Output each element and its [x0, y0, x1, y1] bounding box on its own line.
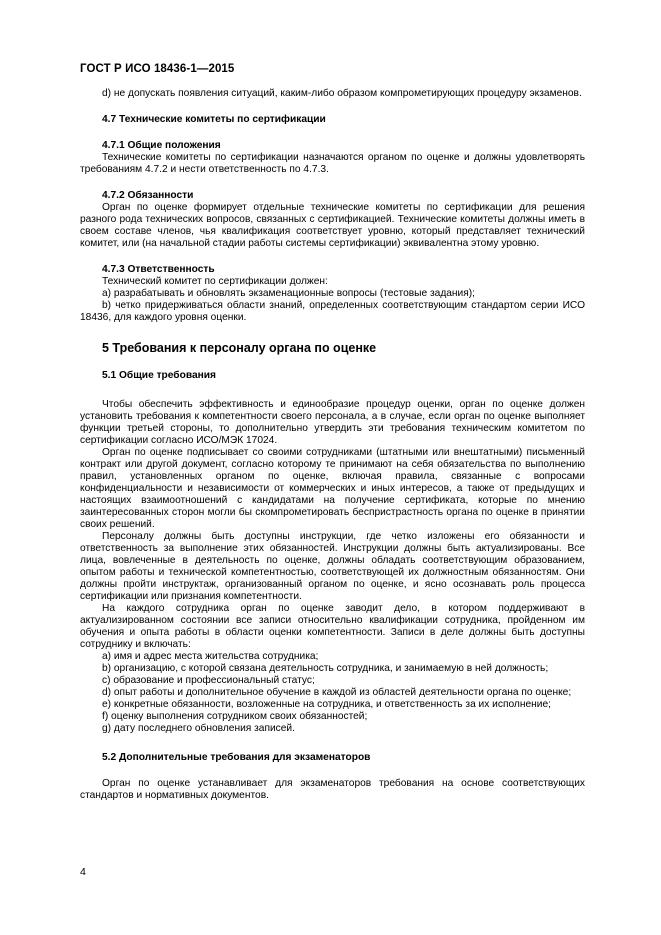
intro-item-d: d) не допускать появления ситуаций, каким-либо образом компрометирующих процедуру экзаменов. [102, 88, 582, 99]
section-4-7-1-title: 4.7.1 Общие положения [102, 140, 221, 151]
list-item: b) организацию, с которой связана деятельность сотрудника, и занимаемую в ней должность; [102, 663, 549, 674]
section-4-7-2-title: 4.7.2 Обязанности [102, 190, 194, 201]
section-5-1-p2: Орган по оценке подписывает со своими сотрудниками (штатными или внештатными) письменный контракт или другой документ, согласно которому те принимают на себя обязательства по выполнению правил, установленных органом по оценке, включая правила, связанные с вопросами конфиденциальности и независимости от коммерческих и иных интересов, а также от предыдущих и настоящих взаимоотношений с кандидатами на получение сертификата, которые по мнению заинтересованных сторон могли бы скомпрометировать беспристрастность органа по оценке в принятии своих решений. [80, 447, 585, 530]
document-body [80, 88, 585, 802]
section-4-7-3-list [80, 288, 585, 324]
list-item: d) опыт работы и дополнительное обучение в каждой из областей деятельности органа по оценке; [102, 687, 572, 698]
list-item: g) дату последнего обновления записей. [102, 723, 295, 734]
section-4-7-1-text: Технические комитеты по сертификации назначаются органом по оценке и должны удовлетворять требованиям 4.7.2 и нести ответственность по 4.7.3. [80, 152, 585, 175]
list-item: a) имя и адрес места жительства сотрудника; [102, 651, 319, 662]
section-4-7-2-text: Орган по оценке формирует отдельные технические комитеты по сертификации для решения разного рода технических вопросов, связанных с сертификацией. Технические комитеты должны иметь в своем составе членов, чья квалификация соответствует уровню, который представляет технический комитет, или (на начальной стадии работы системы сертификации) эквивалентна этому уровню. [80, 202, 585, 249]
section-5-1-p4: На каждого сотрудника орган по оценке заводит дело, в котором поддерживают в актуализированном состоянии все записи относительно квалификации сотрудника, пройденном им обучения и опыта работы в области оценки компетентности. Записи в деле должны быть доступны сотруднику и включать: [80, 603, 585, 650]
list-item: f) оценку выполнения сотрудником своих обязанностей; [102, 711, 368, 722]
section-5-1-p3: Персоналу должны быть доступны инструкции, где четко изложены его обязанности и ответственность за выполнение этих обязанностей. Инструкции должны быть актуализированы. Все лица, вовлеченные в деятельность по оценке, должны обладать соответствующим образованием, опытом работы и технической компетентностью, соответствующей их должностным обязанностям. Они должны пройти инструктаж, организованный органом по оценке, и ясно осознавать роль процесса сертификации или признания компетентности. [80, 531, 585, 602]
section-4-7-title: 4.7 Технические комитеты по сертификации [102, 114, 326, 125]
section-5-title: 5 Требования к персоналу органа по оценке [102, 341, 377, 355]
list-item: e) конкретные обязанности, возложенные на сотрудника, и ответственность за их исполнение; [102, 699, 551, 710]
list-item: a) разрабатывать и обновлять экзаменационные вопросы (тестовые задания); [102, 288, 475, 299]
section-5-1-list [80, 651, 585, 735]
section-5-2-text: Орган по оценке устанавливает для экзаменаторов требования на основе соответствующих стандартов и нормативных документов. [80, 778, 585, 801]
page-number: 4 [80, 866, 86, 878]
section-5-1-p1: Чтобы обеспечить эффективность и единообразие процедур оценки, орган по оценке должен установить требования к компетентности своего персонала, а в случае, если орган по оценке выполняет функции третьей стороны, то дополнительно утвердить эти требования техническим комитетом по сертификации согласно ИСО/МЭК 17024. [80, 399, 585, 446]
section-4-7-3-title: 4.7.3 Ответственность [102, 264, 215, 275]
section-5-1-title: 5.1 Общие требования [102, 370, 216, 381]
section-4-7-3-lead: Технический комитет по сертификации должен: [102, 276, 328, 287]
document-header: ГОСТ Р ИСО 18436-1—2015 [80, 63, 235, 75]
section-5-2-title: 5.2 Дополнительные требования для экзаменаторов [102, 752, 371, 763]
list-item: b) четко придерживаться области знаний, определенных соответствующим стандартом серии ИСО 18436, для каждого уровня оценки. [80, 300, 585, 323]
list-item: c) образование и профессиональный статус; [102, 675, 315, 686]
